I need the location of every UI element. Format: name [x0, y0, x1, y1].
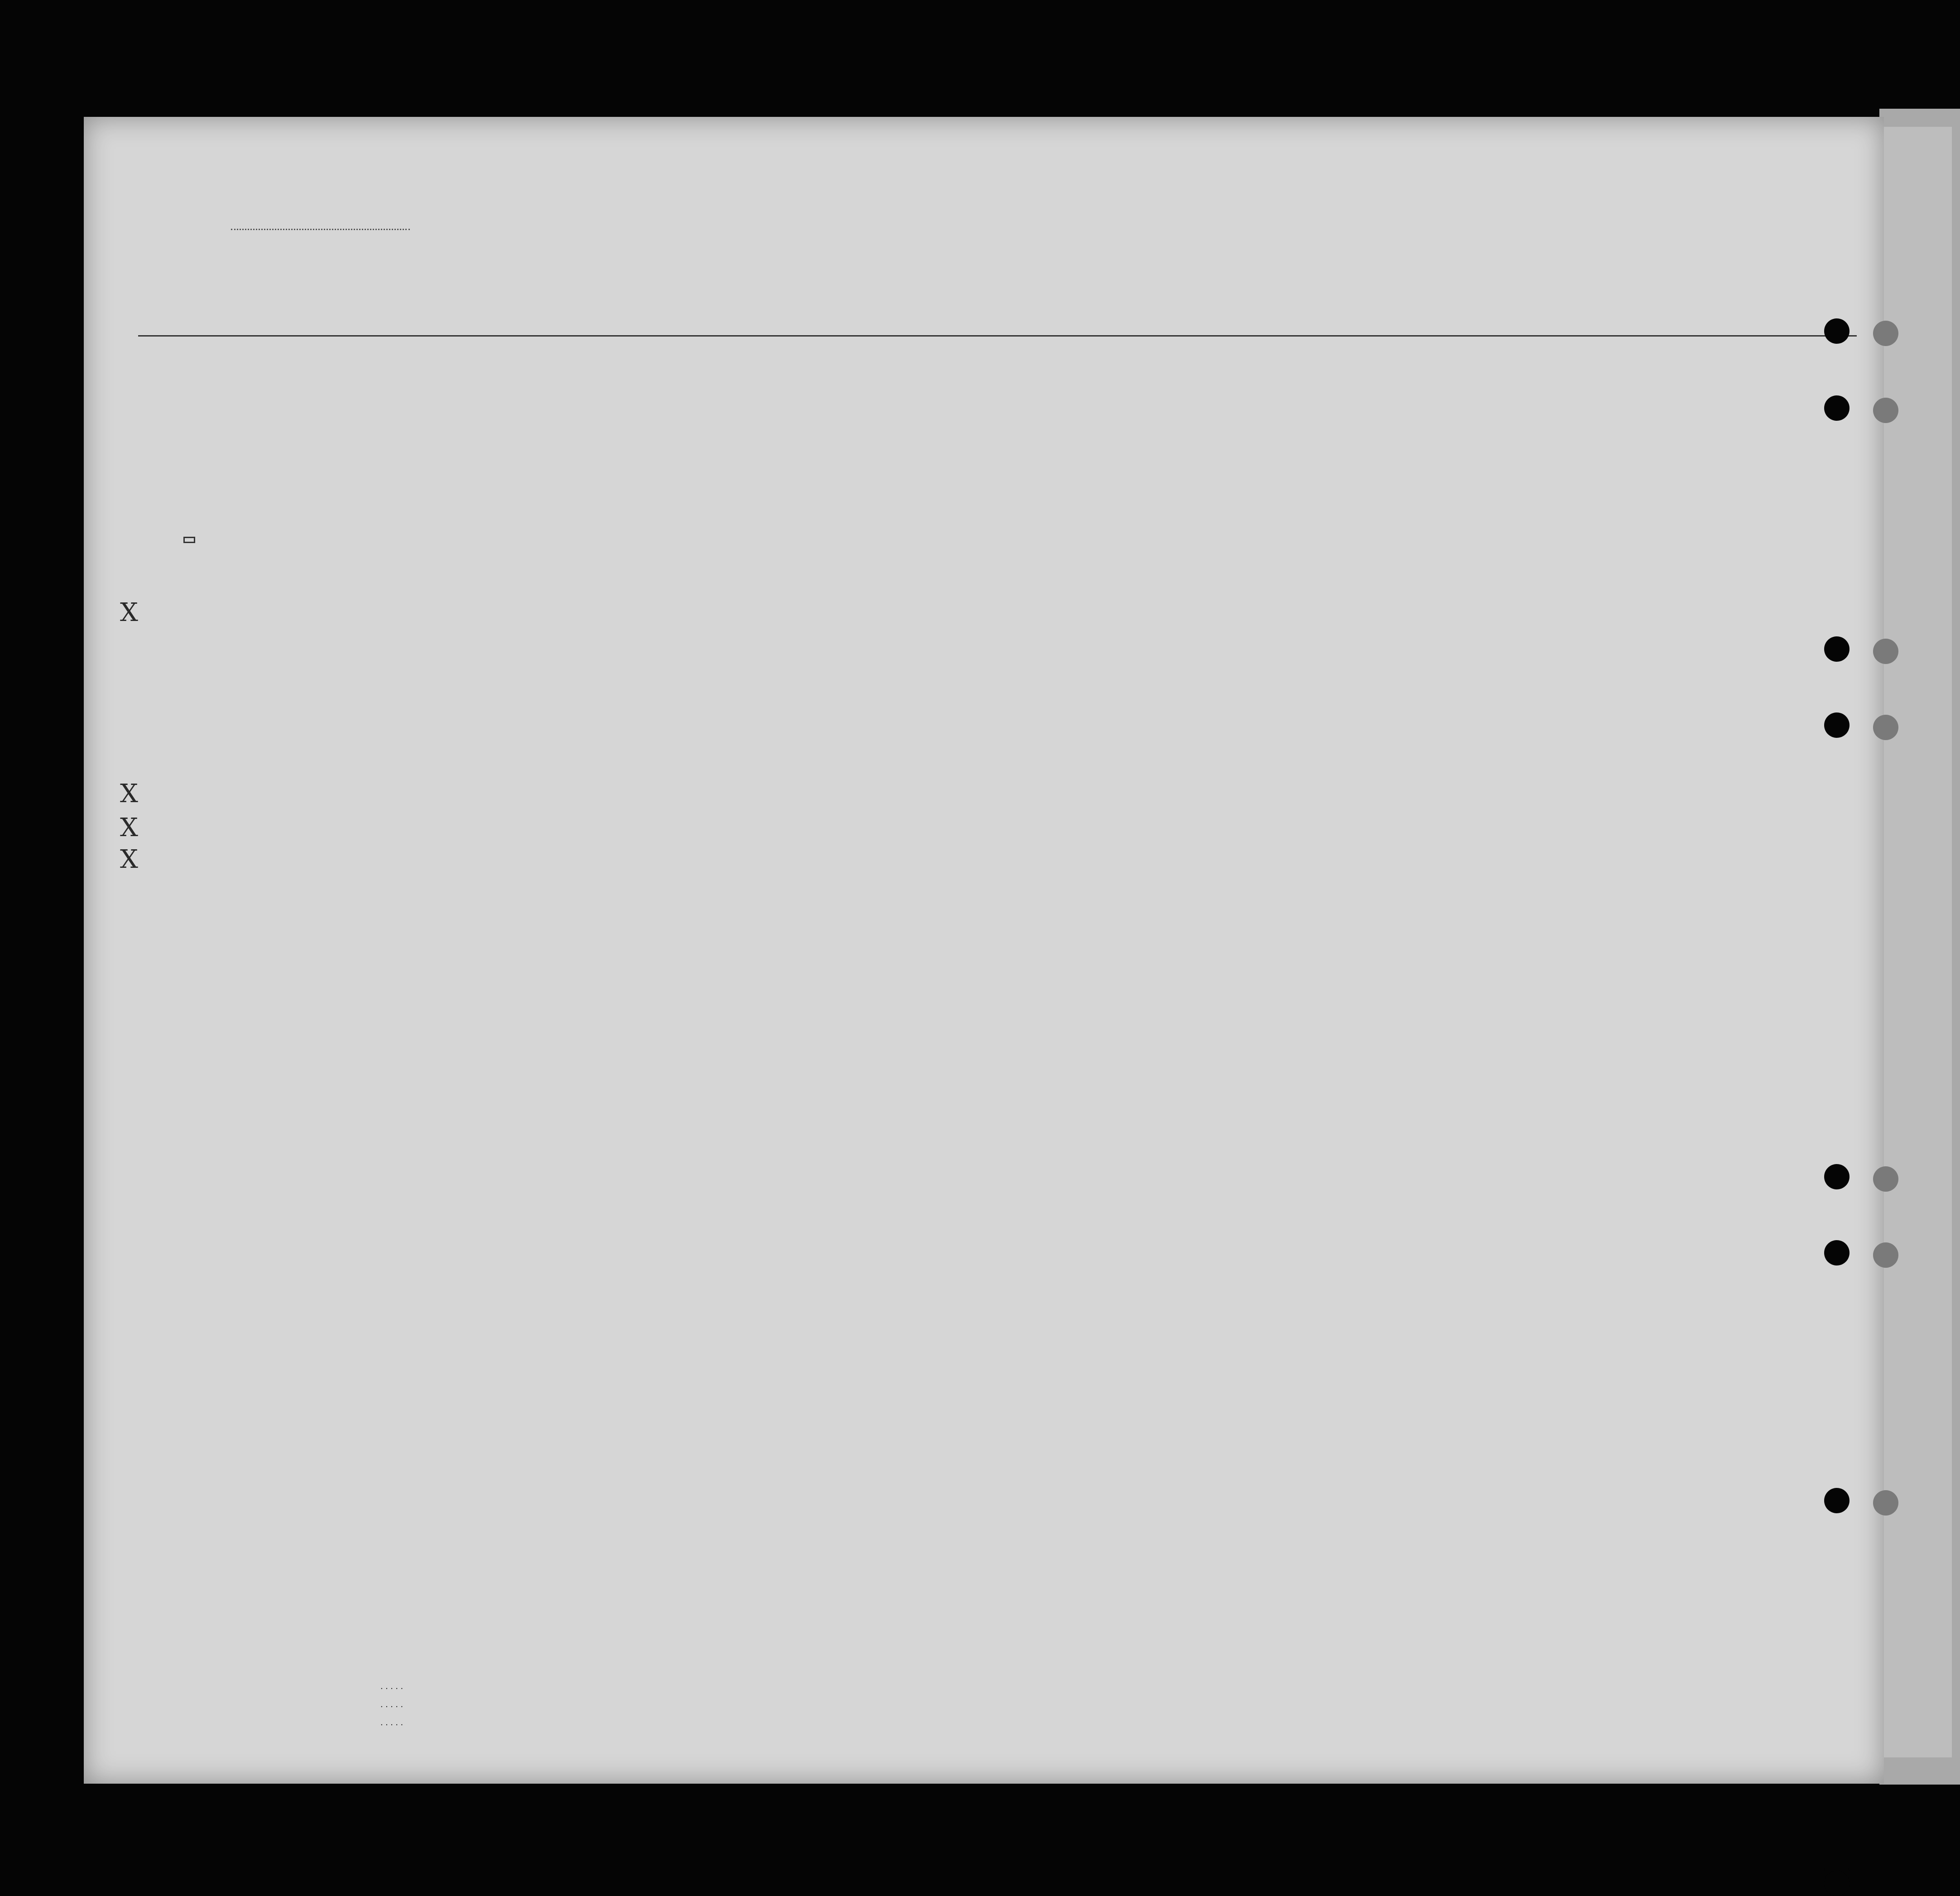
list-line — [231, 229, 410, 230]
binder-hole — [1873, 639, 1898, 664]
binder-hole — [1824, 1488, 1850, 1513]
binder-hole — [1873, 1166, 1898, 1192]
x-mark-row-9: X — [120, 845, 138, 874]
binder-hole — [1873, 1242, 1898, 1268]
binder-hole — [1873, 1490, 1898, 1516]
binder-hole — [1873, 321, 1898, 346]
x-mark-row-8: X — [120, 813, 138, 842]
footer-dots-1: . . . . . — [380, 1681, 404, 1691]
binder-hole — [1824, 1871, 1850, 1896]
binder-hole — [1873, 715, 1898, 740]
binder-hole — [1824, 395, 1850, 421]
binder-hole — [1824, 1240, 1850, 1266]
x-mark-row-7: X — [120, 779, 138, 808]
footer-dots-3: . . . . . — [380, 1718, 404, 1728]
manifest-table — [138, 335, 1857, 1632]
binder-hole — [1824, 318, 1850, 344]
binder-hole — [1824, 1164, 1850, 1189]
binder-hole — [1873, 398, 1898, 423]
binder-hole — [1824, 712, 1850, 738]
binder-hole — [1824, 636, 1850, 662]
us-citizen-stamp — [183, 537, 195, 543]
x-mark-row-3: X — [120, 598, 138, 627]
footer-dots-2: . . . . . — [380, 1699, 404, 1709]
voyage-line — [534, 294, 1100, 325]
